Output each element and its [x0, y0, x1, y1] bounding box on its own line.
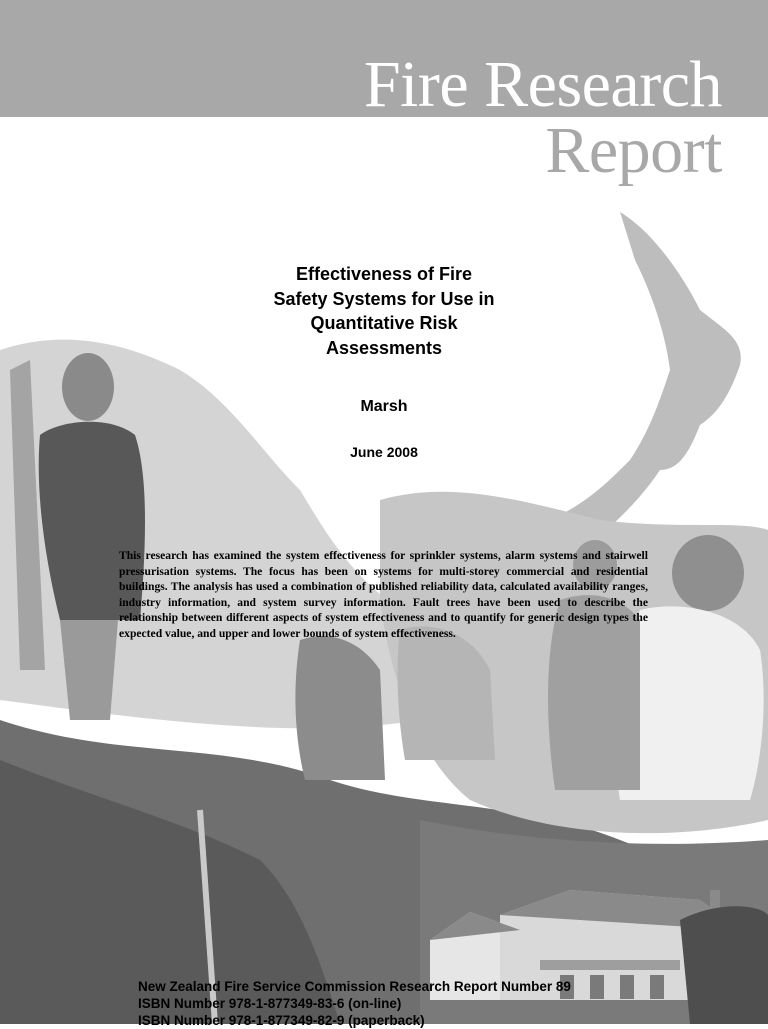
publication-date: June 2008 — [350, 444, 418, 460]
isbn-online: ISBN Number 978-1-877349-83-6 (on-line) — [138, 996, 402, 1011]
title-line: Effectiveness of Fire — [295, 264, 473, 284]
title-line: Assessments — [325, 337, 443, 358]
abstract: This research has examined the system effectiveness for sprinkler systems, alarm systems and stairwell pressurisation systems. The focus has been on systems for multi-storey commercial and residential buildings. The analysis has used a combination of published reliability data, calculated availability ranges, industry information, and system survey information. Fault trees have been used to describe the relationship between different aspects of system effectiveness and to quantify for generic design types the expected value, and upper and lower bounds of system effectiveness. — [119, 549, 648, 640]
title-line: Quantitative Risk — [310, 313, 458, 333]
isbn-paperback: ISBN Number 978-1-877349-82-9 (paperback) — [138, 1013, 425, 1028]
masthead — [363, 48, 722, 187]
woman-figure-image — [672, 535, 744, 611]
title-line: Safety Systems for Use in — [273, 288, 495, 309]
footer — [138, 978, 571, 1029]
masthead-line-2: Report — [545, 114, 722, 187]
masthead-line-1: Fire Research — [363, 48, 722, 121]
report-title — [0, 262, 768, 360]
report-series: New Zealand Fire Service Commission Research Report Number 89 — [138, 979, 571, 994]
author: Marsh — [360, 398, 408, 415]
